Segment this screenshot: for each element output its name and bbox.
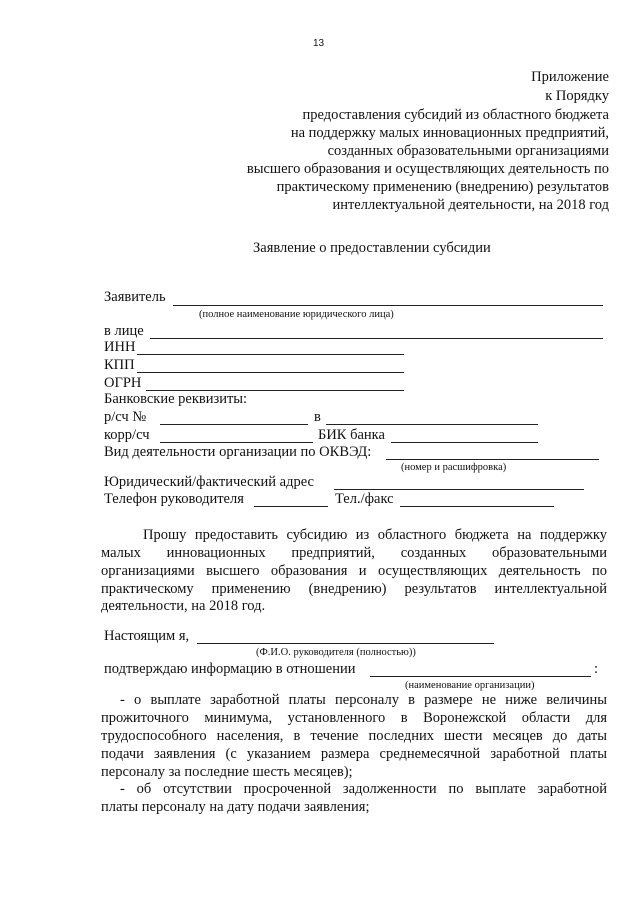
account-label: р/сч №: [104, 409, 147, 425]
corr-account-label: корр/сч: [104, 427, 150, 443]
item-line: - о выплате заработной платы персоналу в размере не ниже величины: [120, 692, 607, 708]
item-line: трудоспособного населения, в течение последних шести месяцев до даты: [101, 728, 607, 744]
okved-field[interactable]: [386, 459, 599, 460]
represented-by-label: в лице: [104, 323, 144, 339]
bank-details-label: Банковские реквизиты:: [104, 391, 248, 407]
item-line: - об отсутствии просроченной задолженности по выплате заработной: [120, 781, 607, 797]
fax-field[interactable]: [400, 506, 554, 507]
represented-by-field[interactable]: [150, 338, 603, 339]
applicant-label: Заявитель: [104, 289, 166, 305]
ogrn-label: ОГРН: [104, 375, 142, 391]
head-phone-label: Телефон руководителя: [104, 491, 244, 507]
appendix-line: практическому применению (внедрению) результатов: [276, 179, 609, 195]
page-number: 13: [313, 38, 325, 49]
head-name-field[interactable]: [197, 643, 494, 644]
applicant-field[interactable]: [173, 305, 603, 306]
request-line: организациями высшего образования и осуществляющих деятельность по: [101, 563, 607, 579]
appendix-line: предоставления субсидий из областного бюджета: [302, 107, 609, 123]
organization-field[interactable]: [370, 676, 591, 677]
item-line: прожиточного минимума, установленного в Воронежской области для: [101, 710, 607, 726]
inn-field[interactable]: [137, 354, 404, 355]
corr-account-field[interactable]: [160, 442, 313, 443]
bank-name-field[interactable]: [326, 424, 538, 425]
applicant-hint: (полное наименование юридического лица): [199, 309, 394, 320]
appendix-line: интеллектуальной деятельности, на 2018 год: [332, 197, 609, 213]
bik-label: БИК банка: [318, 427, 385, 443]
item-line: персоналу за последние шесть месяцев);: [101, 764, 353, 780]
kpp-label: КПП: [104, 357, 135, 373]
kpp-field[interactable]: [137, 372, 404, 373]
hereby-label: Настоящим я,: [104, 628, 190, 644]
request-line: практическому применению (внедрению) результатов интеллектуальной: [101, 581, 607, 597]
confirm-colon: :: [594, 661, 599, 677]
account-field[interactable]: [160, 424, 308, 425]
request-line: Прошу предоставить субсидию из областного бюджета на поддержку: [143, 527, 607, 543]
okved-label: Вид деятельности организации по ОКВЭД:: [104, 444, 372, 460]
appendix-line: Приложение: [531, 69, 609, 85]
fax-label: Тел./факс: [335, 491, 394, 507]
bank-in-label: в: [314, 409, 321, 425]
document-title: Заявление о предоставлении субсидии: [253, 240, 491, 256]
organization-hint: (наименование организации): [405, 680, 535, 691]
appendix-line: на поддержку малых инновационных предприятий,: [290, 125, 609, 141]
appendix-line: созданных образовательными организациями: [327, 143, 609, 159]
address-field[interactable]: [334, 489, 584, 490]
request-line: малых инновационных предприятий, созданных образовательными: [101, 545, 607, 561]
bik-field[interactable]: [391, 442, 538, 443]
item-line: подачи заявления (с указанием размера среднемесячной заработной платы: [101, 746, 607, 762]
okved-hint: (номер и расшифровка): [401, 462, 507, 473]
request-line: деятельности, на 2018 год.: [101, 598, 266, 614]
appendix-line: высшего образования и осуществляющих деятельность по: [246, 161, 609, 177]
inn-label: ИНН: [104, 339, 136, 355]
address-label: Юридический/фактический адрес: [104, 474, 314, 490]
appendix-line: к Порядку: [545, 88, 609, 104]
confirm-label: подтверждаю информацию в отношении: [104, 661, 356, 677]
item-line: платы персоналу на дату подачи заявления;: [101, 799, 370, 815]
head-name-hint: (Ф.И.О. руководителя (полностью)): [256, 647, 416, 658]
head-phone-field[interactable]: [254, 506, 328, 507]
